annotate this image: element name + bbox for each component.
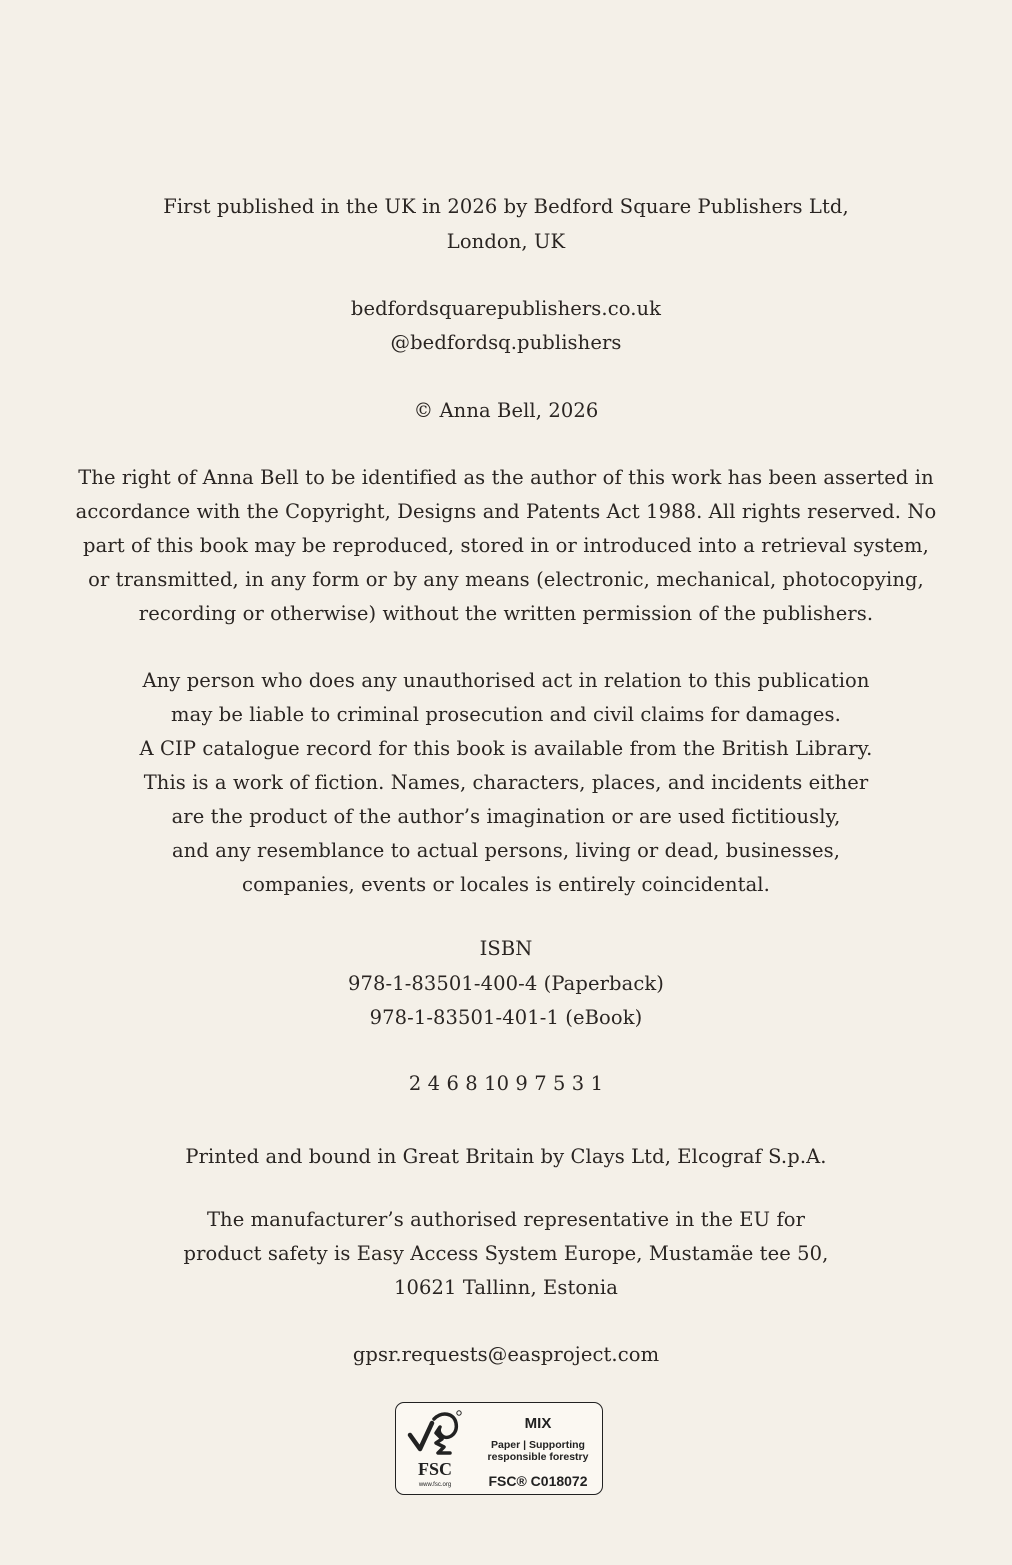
rights-line: The right of Anna Bell to be identified as the author of this work has been asserted in: [78, 466, 934, 489]
publisher-line: First published in the UK in 2026 by Bedford Square Publishers Ltd,: [163, 195, 849, 218]
legal-line: are the product of the author’s imagination or are used fictitiously,: [171, 805, 841, 828]
print-run-numbers: 2 4 6 8 10 9 7 5 3 1: [408, 1072, 604, 1095]
legal-line: This is a work of fiction. Names, characters, places, and incidents either: [143, 771, 869, 794]
rights-line: or transmitted, in any form or by any means (electronic, mechanical, photocopying,: [88, 568, 924, 591]
rights-line: accordance with the Copyright, Designs and Patents Act 1988. All rights reserved. No: [75, 500, 937, 523]
fsc-desc-line: Paper | Supporting: [491, 1439, 585, 1451]
fsc-desc-line: responsible forestry: [487, 1451, 589, 1463]
fsc-license-code: FSC® C018072: [488, 1473, 588, 1489]
copyright-notice: © Anna Bell, 2026: [413, 399, 599, 422]
eu-rep-line: The manufacturer’s authorised representative in the EU for: [206, 1208, 806, 1231]
fsc-mix-label: MIX: [524, 1415, 552, 1432]
isbn-label: ISBN: [479, 937, 533, 960]
rights-line: recording or otherwise) without the written permission of the publishers.: [138, 602, 874, 625]
fsc-tree-check-icon: [406, 1409, 462, 1459]
eu-rep-line: 10621 Tallinn, Estonia: [393, 1276, 618, 1299]
publisher-social-handle: @bedfordsq.publishers: [390, 331, 622, 354]
fsc-logo: [395, 1402, 603, 1495]
contact-email: gpsr.requests@easproject.com: [352, 1343, 660, 1366]
fsc-description: [476, 1439, 600, 1463]
fsc-url: www.fsc.org: [418, 1482, 452, 1488]
legal-line: may be liable to criminal prosecution and civil claims for damages.: [171, 703, 841, 726]
legal-line: A CIP catalogue record for this book is available from the British Library.: [139, 737, 873, 760]
publisher-website: bedfordsquarepublishers.co.uk: [350, 297, 662, 320]
eu-rep-line: product safety is Easy Access System Europe, Mustamäe tee 50,: [183, 1242, 829, 1265]
publisher-location: London, UK: [446, 230, 566, 253]
isbn-ebook: 978-1-83501-401-1 (eBook): [369, 1006, 643, 1029]
isbn-paperback: 978-1-83501-400-4 (Paperback): [347, 972, 664, 995]
legal-line: Any person who does any unauthorised act in relation to this publication: [142, 669, 870, 692]
fsc-name: FSC: [417, 1459, 452, 1479]
legal-line: and any resemblance to actual persons, living or dead, businesses,: [171, 839, 841, 862]
printer-line: Printed and bound in Great Britain by Clays Ltd, Elcograf S.p.A.: [185, 1145, 827, 1168]
rights-line: part of this book may be reproduced, stored in or introduced into a retrieval system,: [83, 534, 929, 557]
legal-line: companies, events or locales is entirely coincidental.: [242, 873, 770, 896]
